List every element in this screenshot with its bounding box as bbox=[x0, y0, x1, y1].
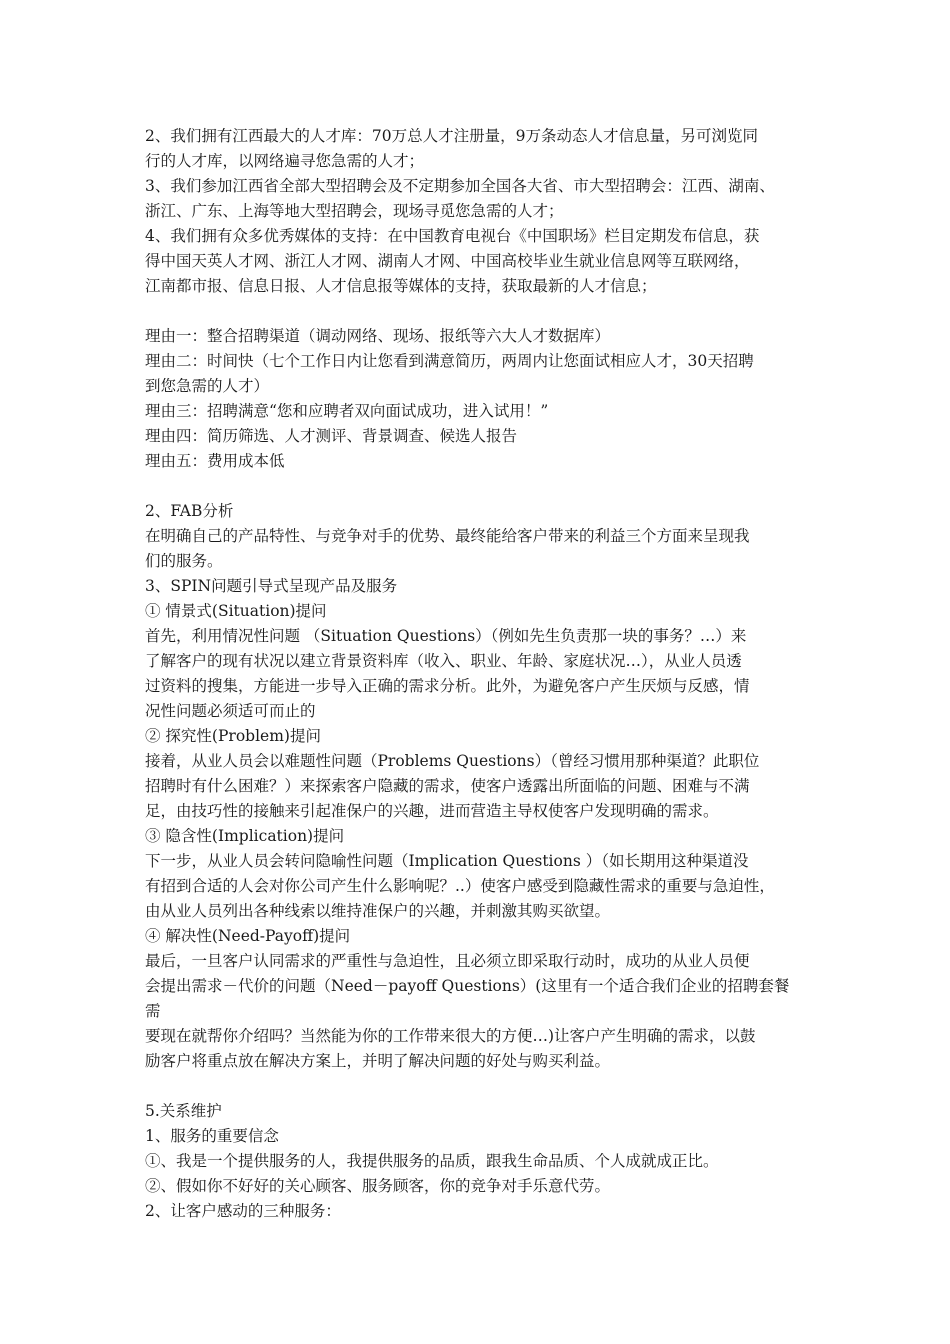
text-line: 理由四：简历筛选、人才测评、背景调查、候选人报告 bbox=[145, 427, 518, 445]
text-line: ① 情景式(Situation)提问 bbox=[145, 602, 327, 620]
text-line: 江南都市报、信息日报、人才信息报等媒体的支持，获取最新的人才信息； bbox=[145, 277, 657, 295]
text-line: 足，由技巧性的接触来引起准保户的兴趣，进而营造主导权使客户发现明确的需求。 bbox=[145, 802, 719, 820]
text-line: 理由三：招聘满意“您和应聘者双向面试成功，进入试用！” bbox=[145, 402, 549, 420]
text-line: 3、SPIN问题引导式呈现产品及服务 bbox=[145, 577, 398, 595]
text-line: ①、我是一个提供服务的人，我提供服务的品质，跟我生命品质、个人成就成正比。 bbox=[145, 1152, 719, 1170]
text-line: 1、服务的重要信念 bbox=[145, 1127, 279, 1145]
text-line: 2、我们拥有江西最大的人才库：70万总人才注册量，9万条动态人才信息量，另可浏览同 bbox=[145, 127, 758, 145]
text-line: 理由一：整合招聘渠道（调动网络、现场、报纸等六大人才数据库） bbox=[145, 327, 611, 345]
document-page bbox=[145, 124, 817, 1224]
text-line: 到您急需的人才） bbox=[145, 377, 270, 395]
text-line: 励客户将重点放在解决方案上，并明了解决问题的好处与购买利益。 bbox=[145, 1052, 611, 1070]
blank-line bbox=[145, 1074, 817, 1099]
text-line: ③ 隐含性(Implication)提问 bbox=[145, 827, 345, 845]
text-line: 理由二：时间快（七个工作日内让您看到满意简历，两周内让您面试相应人才，30天招聘 bbox=[145, 352, 754, 370]
text-line: 过资料的搜集，方能进一步导入正确的需求分析。此外，为避免客户产生厌烦与反感，情 bbox=[145, 677, 750, 695]
text-line: 接着，从业人员会以难题性问题（Problems Questions）（曾经习惯用那种渠道？此职位 bbox=[145, 752, 760, 770]
text-line: 由从业人员列出各种线索以维持准保户的兴趣，并刺激其购买欲望。 bbox=[145, 902, 611, 920]
text-line: 下一步，从业人员会转问隐喻性问题（Implication Questions ）（如长期用这种渠道没 bbox=[145, 852, 749, 870]
text-line: 招聘时有什么困难？）来探索客户隐藏的需求，使客户透露出所面临的问题、困难与不满 bbox=[145, 777, 750, 795]
text-line: ② 探究性(Problem)提问 bbox=[145, 727, 321, 745]
text-line: ②、假如你不好好的关心顾客、服务顾客，你的竞争对手乐意代劳。 bbox=[145, 1177, 611, 1195]
text-line: 5.关系维护 bbox=[145, 1102, 222, 1120]
text-line: 了解客户的现有状况以建立背景资料库（收入、职业、年龄、家庭状况…），从业人员透 bbox=[145, 652, 742, 670]
text-line: 浙江、广东、上海等地大型招聘会，现场寻觅您急需的人才； bbox=[145, 202, 564, 220]
text-line: 得中国天英人才网、浙江人才网、湖南人才网、中国高校毕业生就业信息网等互联网络， bbox=[145, 252, 750, 270]
text-line: 在明确自己的产品特性、与竞争对手的优势、最终能给客户带来的利益三个方面来呈现我 bbox=[145, 527, 750, 545]
text-line: ④ 解决性(Need-Payoff)提问 bbox=[145, 927, 351, 945]
text-line: 要现在就帮你介绍吗？当然能为你的工作带来很大的方便…)让客户产生明确的需求，以鼓 bbox=[145, 1027, 756, 1045]
text-line: 行的人才库，以网络遍寻您急需的人才； bbox=[145, 152, 425, 170]
text-line: 会提出需求－代价的问题（Need－payoff Questions）(这里有一个适合我们企业的招聘套餐 bbox=[145, 977, 790, 995]
text-line: 3、我们参加江西省全部大型招聘会及不定期参加全国各大省、市大型招聘会：江西、湖南、 bbox=[145, 177, 775, 195]
text-line: 2、让客户感动的三种服务： bbox=[145, 1202, 341, 1220]
text-line: 有招到合适的人会对你公司产生什么影响呢？..）使客户感受到隐藏性需求的重要与急迫性， bbox=[145, 877, 775, 895]
text-line: 况性问题必须适可而止的 bbox=[145, 702, 316, 720]
text-line: 需 bbox=[145, 1002, 161, 1020]
blank-line bbox=[145, 299, 817, 324]
text-line: 2、FAB分析 bbox=[145, 502, 234, 520]
text-line: 最后，一旦客户认同需求的严重性与急迫性，且必须立即采取行动时，成功的从业人员便 bbox=[145, 952, 750, 970]
text-line: 们的服务。 bbox=[145, 552, 223, 570]
blank-line bbox=[145, 474, 817, 499]
text-line: 4、我们拥有众多优秀媒体的支持：在中国教育电视台《中国职场》栏目定期发布信息，获 bbox=[145, 227, 760, 245]
text-line: 首先，利用情况性问题 （Situation Questions）（例如先生负责那一块的事务？…）来 bbox=[145, 627, 747, 645]
text-line: 理由五：费用成本低 bbox=[145, 452, 285, 470]
